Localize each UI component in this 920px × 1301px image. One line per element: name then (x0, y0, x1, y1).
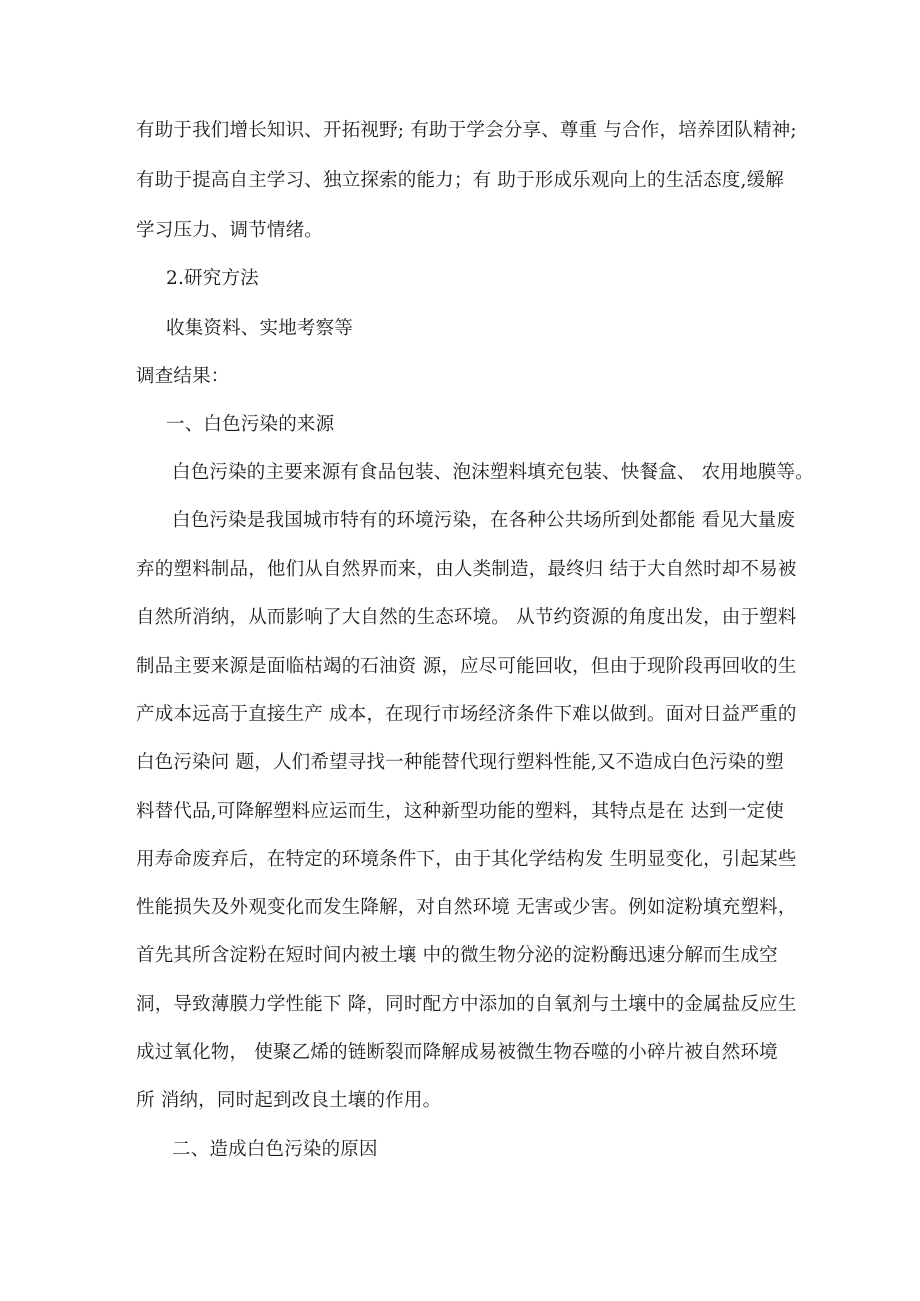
paragraph-line: 白色污染是我国城市特有的环境污染，在各种公共场所到处都能 看见大量废 (172, 510, 796, 531)
paragraph-line: 产成本远高于直接生产 成本，在现行市场经济条件下难以做到。面对日益严重的 (136, 704, 797, 725)
paragraph-line: 性能损失及外观变化而发生降解，对自然环境 无害或少害。例如淀粉填充塑料， (136, 897, 797, 918)
paragraph-line: 成过氧化物， 使聚乙烯的链断裂而降解成易被微生物吞噬的小碎片被自然环境 (136, 1042, 778, 1063)
paragraph-line: 自然所消纳，从而影响了大自然的生态环境。 从节约资源的角度出发，由于塑料 (136, 607, 797, 628)
paragraph-line: 有助于提高自主学习、独立探索的能力；有 助于形成乐观向上的生活态度,缓解 (136, 170, 784, 191)
paragraph-line: 用寿命废弃后，在特定的环境条件下，由于其化学结构发 生明显变化，引起某些 (136, 849, 797, 870)
paragraph-line: 所 消纳，同时起到改良土壤的作用。 (136, 1090, 442, 1111)
paragraph-line: 收集资料、实地考察等 (166, 318, 354, 339)
section-heading: 一、白色污染的来源 (166, 414, 335, 435)
paragraph-line: 白色污染的主要来源有食品包装、泡沫塑料填充包装、快餐盒、 农用地膜等。 (172, 462, 814, 483)
paragraph-line: 弃的塑料制品，他们从自然界而来，由人类制造，最终归 结于大自然时却不易被 (136, 559, 797, 580)
results-heading: 调查结果： (136, 366, 230, 387)
section-heading: 2.研究方法 (166, 268, 259, 289)
paragraph-line: 白色污染问 题，人们希望寻找一种能替代现行塑料性能,又不造成白色污染的塑 (136, 752, 784, 773)
section-heading: 二、造成白色污染的原因 (172, 1139, 378, 1160)
paragraph-line: 有助于我们增长知识、开拓视野; 有助于学会分享、尊重 与合作，培养团队精神; (136, 120, 797, 141)
paragraph-line: 料替代品,可降解塑料应运而生，这种新型功能的塑料，其特点是在 达到一定使 (136, 801, 784, 822)
paragraph-line: 学习压力、调节情绪。 (136, 220, 324, 241)
paragraph-line: 首先其所含淀粉在短时间内被土壤 中的微生物分泌的淀粉酶迅速分解而生成空 (136, 945, 778, 966)
paragraph-line: 洞，导致薄膜力学性能下 降，同时配方中添加的自氧剂与土壤中的金属盐反应生 (136, 994, 797, 1015)
paragraph-line: 制品主要来源是面临枯竭的石油资 源，应尽可能回收，但由于现阶段再回收的生 (136, 656, 797, 677)
